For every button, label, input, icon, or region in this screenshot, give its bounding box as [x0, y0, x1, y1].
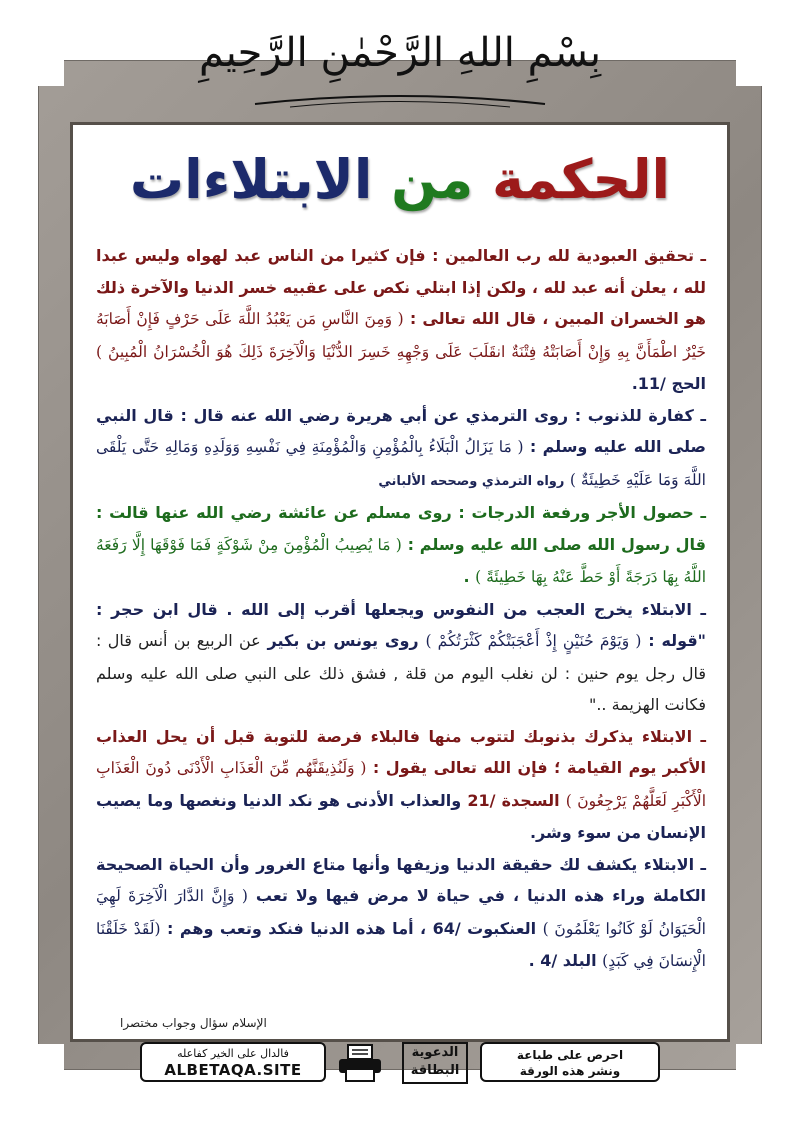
paragraph-text: ـ الابتلاء يخرج العجب من النفوس ويجعلها أقرب إلى الله . قال ابن حجر : "قوله :: [96, 599, 707, 650]
verse-reference: الحج /11.: [631, 374, 706, 393]
title-part-1: الحكمة: [492, 148, 671, 211]
paragraph-text: ـ الابتلاء يذكرك بذنوبك لتتوب منها فالبلاء فرصة للتوبة قبل أن يحل العذاب الأكبر يوم القيامة ؛ فإن الله تعالى يقول :: [96, 726, 706, 777]
article-body: [96, 240, 706, 978]
printer-icon: [336, 1044, 384, 1082]
quran-verse: ( وَلَنُذِيقَنَّهُم مِّنَ الْعَذَابِ الْأَدْنَى دُونَ الْعَذَابِ الْأَكْبَرِ لَعَلَّهُمْ يَرْجِعُونَ ): [96, 759, 707, 810]
paragraph-3: [96, 497, 706, 594]
verse-reference: العنكبوت /64 ، أما هذه الدنيا فنكد وتعب وهم :: [166, 918, 537, 938]
paragraph-2: [96, 400, 706, 498]
paragraph-5: [96, 721, 706, 849]
paragraph-4: [96, 594, 706, 721]
source-attribution: الإسلام سؤال وجواب مختصرا: [120, 1016, 267, 1030]
website-link[interactable]: ALBETAQA.SITE: [164, 1061, 302, 1079]
paragraph-text: ـ كفارة للذنوب : روى الترمذي عن أبي هريرة رضي الله عنه قال : قال النبي صلى الله عليه وسلم :: [96, 405, 706, 456]
frame-corner: [38, 1044, 64, 1070]
paragraph-1: [96, 240, 706, 400]
verse-reference: السجدة /21: [467, 790, 560, 810]
title-part-2: من: [391, 148, 474, 211]
paragraph-text: والعذاب الأدنى هو نكد الدنيا ونغصها وما يصيب الإنسان من سوء وشر.: [96, 790, 706, 842]
footer: [140, 1042, 660, 1086]
hadith-quote: ( مَا يَزَالُ الْبَلَاءُ بِالْمُؤْمِنِ وَالْمُؤْمِنَةِ فِي نَفْسِهِ وَوَلَدِهِ وَمَالِهِ حَتَّى يَلْقَى اللَّهَ وَمَا عَلَيْهِ خَطِيئَةٌ ): [96, 438, 706, 489]
basmala-calligraphy: بِسْمِ اللهِ الرَّحْمٰنِ الرَّحِيمِ: [198, 30, 602, 76]
verse-reference: البلد /4 .: [528, 951, 597, 970]
title-part-3: الابتلاءات: [129, 148, 373, 211]
reminder-line: ونشر هذه الورقة: [519, 1064, 621, 1078]
paragraph-text: ـ حصول الأجر ورفعة الدرجات : روى مسلم عن عائشة رضي الله عنها قالت : قال رسول الله صلى الله عليه وسلم :: [96, 503, 707, 554]
site-logo: [402, 1042, 468, 1084]
paragraph-6: [96, 849, 706, 978]
quran-verse: ( وَيَوْمَ حُنَيْنٍ إِذْ أَعْجَبَتْكُمْ كَثْرَتُكُمْ ): [425, 632, 642, 650]
paragraph-text: روى يونس بن بكير: [267, 631, 419, 650]
share-reminder-box: [480, 1042, 660, 1082]
logo-line: الدعوية: [411, 1045, 459, 1060]
hadith-quote: ( مَا يُصِيبُ الْمُؤْمِنَ مِنْ شَوْكَةٍ فَمَا فَوْقَهَا إِلَّا رَفَعَهُ اللَّهُ بِهَا دَرَجَةً أَوْ حَطَّ عَنْهُ بِهَا خَطِيئَةً ): [96, 535, 706, 586]
paragraph-text: ـ تحقيق العبودية لله رب العالمين : فإن كثيرا من الناس عبد لهواه وليس عبدا لله ، يعلن أنه عبد لله ، ولكن إذا ابتلي نكص على عقبيه خسر الدنيا والآخرة ذلك هو الخسران المبين ، قال الله تعالى :: [96, 246, 706, 328]
frame-corner: [736, 1044, 762, 1070]
website-box[interactable]: [140, 1042, 326, 1082]
reminder-line: احرص على طباعة: [516, 1048, 624, 1062]
quran-verse: ( وَمِنَ النَّاسِ مَن يَعْبُدُ اللَّهَ عَلَى حَرْفٍ فَإِنْ أَصَابَهُ خَيْرٌ اطْمَأَنَّ بِهِ وَإِنْ أَصَابَتْهُ فِتْنَةٌ انقَلَبَ عَلَى وَجْهِهِ خَسِرَ الدُّنْيَا وَالْآخِرَةَ ذَلِكَ هُوَ الْخُسْرَانُ الْمُبِينُ ): [96, 310, 706, 361]
logo-line: البطاقة: [410, 1063, 460, 1078]
page-title: [0, 148, 800, 211]
calligraphy-flourish: [250, 92, 550, 110]
paragraph-end: .: [463, 567, 470, 586]
paragraph-text: عن الربيع بن أنس قال : قال رجل يوم حنين : لن نغلب اليوم من قلة , فشق ذلك على النبي صلى الله عليه وسلم فكانت الهزيمة ..": [96, 631, 706, 714]
paragraph-text: ـ الابتلاء يكشف لك حقيقة الدنيا وزيفها وأنها متاع الغرور وأن الحياة الصحيحة الكاملة وراء هذه الدنيا ، في حياة لا مرض فيها ولا تعب: [96, 854, 706, 905]
footer-slogan: فالدال على الخير كفاعله: [177, 1047, 289, 1060]
quran-verse: ( وَإِنَّ الدَّارَ الْآخِرَةَ لَهِيَ الْحَيَوَانُ لَوْ كَانُوا يَعْلَمُونَ ): [96, 887, 706, 938]
quran-verse: (لَقَدْ خَلَقْنَا الْإِنسَانَ فِي كَبَدٍ): [96, 919, 706, 970]
hadith-reference: رواه الترمذي وصححه الألباني: [378, 473, 565, 489]
